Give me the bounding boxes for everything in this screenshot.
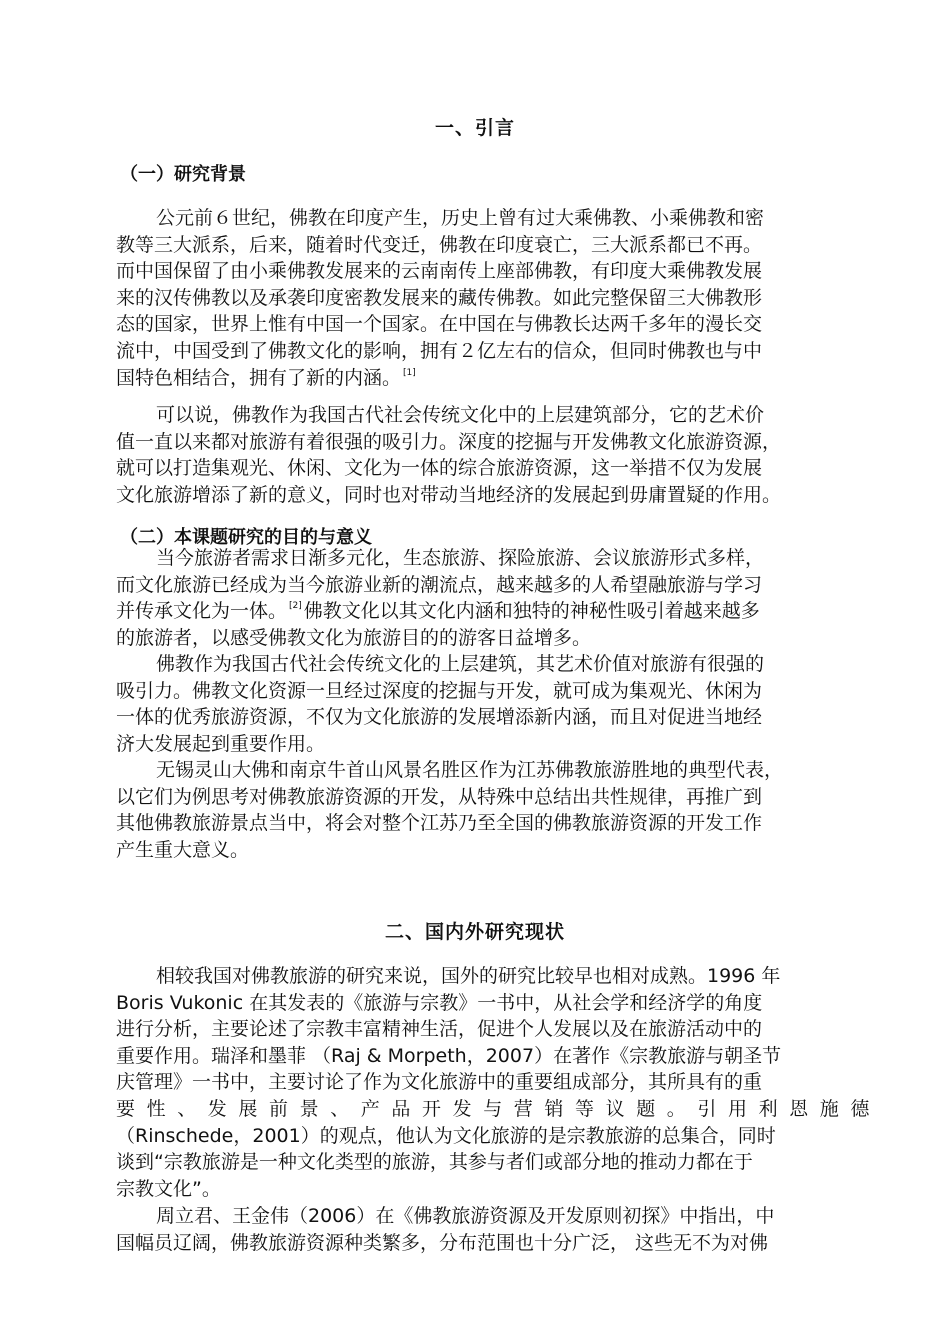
text-line: [116, 598, 888, 625]
text-line: 宗教文化”。: [116, 1177, 221, 1200]
text-segment: 国特色相结合，拥有了新的内涵。: [116, 366, 402, 389]
text-line: 流中，中国受到了佛教文化的影响，拥有２亿左右的信众，但同时佛教也与中: [116, 339, 763, 362]
text-line: 文化旅游增添了新的意义，同时也对带动当地经济的发展起到毋庸置疑的作用。: [116, 483, 782, 506]
text-line: 而文化旅游已经成为当今旅游业新的潮流点，越来越多的人希望融旅游与学习: [116, 573, 763, 596]
citation-ref: [2]: [289, 601, 302, 612]
text-line: 周立君、王金伟（2006）在《佛教旅游资源及开发原则初探》中指出，中: [156, 1205, 775, 1227]
text-line: 态的国家，世界上惟有中国一个国家。在中国在与佛教长达两千多年的漫长交: [116, 313, 763, 336]
paragraph-research-status-1: [116, 963, 888, 1202]
section-1-title: 一、引言: [434, 117, 515, 139]
text-segment: 并传承文化为一体。: [116, 600, 288, 623]
paragraph-purpose-1: [116, 545, 888, 651]
text-line: 值一直以来都对旅游有着很强的吸引力。深度的挖掘与开发佛教文化旅游资源，: [116, 430, 782, 453]
paragraph-research-status-2: [116, 1203, 888, 1256]
text-line: 公元前６世纪，佛教在印度产生，历史上曾有过大乘佛教、小乘佛教和密: [156, 207, 765, 229]
text-line: 而中国保留了由小乘佛教发展来的云南南传上座部佛教，有印度大乘佛教发展: [116, 260, 763, 283]
text-line: 相较我国对佛教旅游的研究来说，国外的研究比较早也相对成熟。1996 年: [156, 965, 781, 987]
text-line: 其他佛教旅游景点当中，将会对整个江苏乃至全国的佛教旅游资源的开发工作: [116, 812, 763, 835]
text-line: 的旅游者，以感受佛教文化为旅游目的的游客日益增多。: [116, 626, 592, 649]
text-line: 一体的优秀旅游资源，不仅为文化旅游的发展增添新内涵，而且对促进当地经: [116, 706, 763, 729]
text-line: 进行分析，主要论述了宗教丰富精神生活，促进个人发展以及在旅游活动中的: [116, 1018, 763, 1041]
text-line: 可以说，佛教作为我国古代社会传统文化中的上层建筑部分，它的艺术价: [156, 404, 765, 426]
text-line: 重要作用。瑞泽和墨菲 （Raj & Morpeth，2007）在著作《宗教旅游与朝圣节: [116, 1044, 782, 1067]
paragraph-purpose-2: [116, 651, 888, 757]
text-line: 佛教作为我国古代社会传统文化的上层建筑，其艺术价值对旅游有很强的: [156, 653, 765, 675]
subsection-1-title: （一）研究背景: [120, 164, 246, 185]
text-line: 庆管理》一书中，主要讨论了作为文化旅游中的重要组成部分，其所具有的重: [116, 1071, 763, 1094]
text-line: 要性、发展前景、产品开发与营销等议题。引用利恩施德: [116, 1097, 882, 1120]
text-line: 产生重大意义。: [116, 838, 250, 861]
text-line: 来的汉传佛教以及承袭印度密教发展来的藏传佛教。如此完整保留三大佛教形: [116, 286, 763, 309]
text-line: （Rinschede，2001）的观点，他认为文化旅游的是宗教旅游的总集合，同时: [116, 1124, 776, 1147]
text-line: 谈到“宗教旅游是一种文化类型的旅游，其参与者们或部分地的推动力都在于: [116, 1151, 753, 1174]
text-line: 教等三大派系，后来，随着时代变迁，佛教在印度衰亡，三大派系都已不再。: [116, 233, 763, 256]
text-line: [116, 365, 888, 392]
text-line: 就可以打造集观光、休闲、文化为一体的综合旅游资源，这一举措不仅为发展: [116, 457, 763, 480]
paragraph-background-1: [116, 205, 888, 391]
text-line: 以它们为例思考对佛教旅游资源的开发，从特殊中总结出共性规律，再推广到: [116, 785, 763, 808]
section-2-title: 二、国内外研究现状: [384, 921, 565, 943]
citation-ref: [1]: [403, 367, 416, 378]
text-line: 无锡灵山大佛和南京牛首山风景名胜区作为江苏佛教旅游胜地的典型代表，: [156, 759, 784, 781]
text-line: 济大发展起到重要作用。: [116, 732, 326, 755]
text-line: 当今旅游者需求日渐多元化，生态旅游、探险旅游、会议旅游形式多样，: [156, 547, 765, 569]
paragraph-background-2: [116, 402, 888, 508]
text-line: Boris Vukonic 在其发表的《旅游与宗教》一书中，从社会学和经济学的角度: [116, 991, 763, 1014]
subsection-2-title: （二）本课题研究的目的与意义: [120, 527, 372, 548]
paragraph-purpose-3: [116, 757, 888, 863]
text-line: 吸引力。佛教文化资源一旦经过深度的挖掘与开发，就可成为集观光、休闲为: [116, 679, 763, 702]
text-line: 国幅员辽阔，佛教旅游资源种类繁多，分布范围也十分广泛， 这些无不为对佛: [116, 1231, 769, 1254]
text-segment: 佛教文化以其文化内涵和独特的神秘性吸引着越来越多: [303, 600, 760, 623]
